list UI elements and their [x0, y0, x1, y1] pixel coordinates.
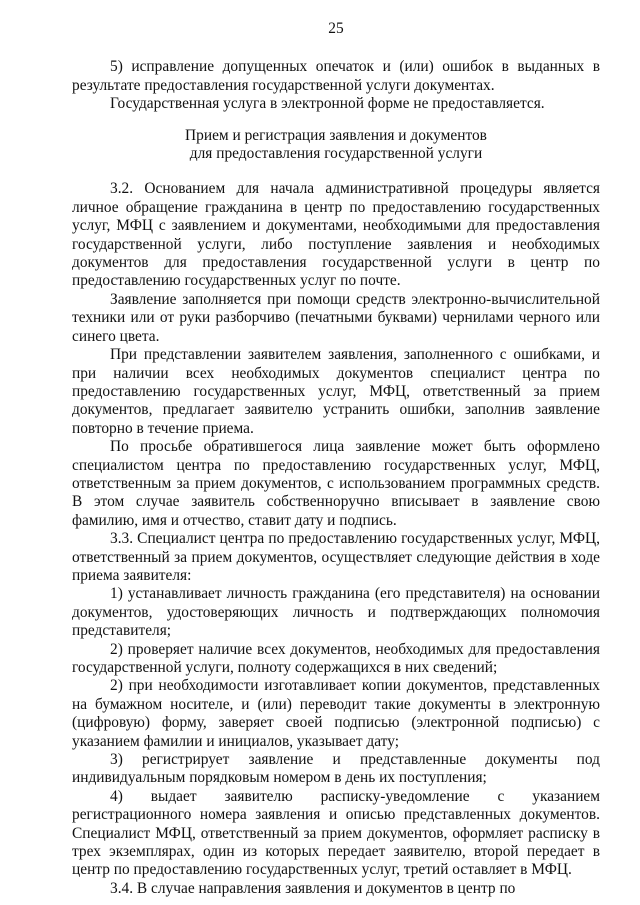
intro-paragraph-1: 5) исправление допущенных опечаток и (или) ошибок в выданных в результате предоставления государственной услуги документах.	[72, 58, 600, 94]
intro-paragraph-2: Государственная услуга в электронной форме не предоставляется.	[110, 95, 545, 113]
list-item-2-check: 2) проверяет наличие всех документов, необходимых для предоставления государственной услуги, полноту содержащихся в них сведений;	[72, 640, 600, 676]
section-heading-line-1: Прием и регистрация заявления и документов	[185, 126, 487, 144]
list-item-3: 3) регистрирует заявление и представленные документы под индивидуальным порядковым номером в день их поступления;	[72, 751, 600, 787]
paragraph-3-2: 3.2. Основанием для начала административной процедуры является личное обращение гражданина в центр по предоставлению государственных услуг, МФЦ с заявлением и документами, необходимыми для предоставления государственной услуги, либо поступление заявления и необходимых документов для предоставления государственной услуги в центр по предоставлению государственных услуг по почте.	[72, 180, 600, 290]
page-number: 25	[328, 20, 344, 37]
section-heading	[72, 127, 600, 164]
section-heading-line-2: для предоставления государственной услуги	[189, 145, 483, 163]
list-item-1: 1) устанавливает личность гражданина (его представителя) на основании документов, удостоверяющих личность и подтверждающих полномочия представителя;	[72, 585, 600, 640]
list-item-2-copies: 2) при необходимости изготавливает копии документов, представленных на бумажном носителе, и (или) переводит такие документы в электронную (цифровую) форму, заверяет своей подписью (электронной подписью) с указанием фамилии и инициалов, указывает дату;	[72, 677, 600, 750]
paragraph-3-3: 3.3. Специалист центра по предоставлению государственных услуг, МФЦ, ответственный за прием документов, осуществляет следующие действия в ходе приема заявителя:	[72, 530, 600, 584]
paragraph-errors: При представлении заявителем заявления, заполненного с ошибками, и при наличии всех необходимых документов специалист центра по предоставлению государственных услуг, МФЦ, ответственный за прием документов, предлагает заявителю устранить ошибки, заполнив заявление повторно в течение приема.	[72, 346, 600, 437]
paragraph-3-4: 3.4. В случае направления заявления и документов в центр по	[110, 879, 516, 897]
list-item-4: 4) выдает заявителю расписку-уведомление с указанием регистрационного номера заявления и описью представленных документов. Специалист МФЦ, ответственный за прием документов, оформляет расписку в трех экземплярах, один из которых передает заявителю, второй передает в центр по предоставлению государственных услуг, третий оставляет в МФЦ.	[72, 787, 600, 879]
paragraph-form-filling: Заявление заполняется при помощи средств электронно-вычислительной техники или от руки разборчиво (печатными буквами) чернилами черного или синего цвета.	[72, 290, 600, 345]
paragraph-specialist-filling: По просьбе обратившегося лица заявление может быть оформлено специалистом центра по предоставлению государственных услуг, МФЦ, ответственным за прием документов, с использованием программных средств. В этом случае заявитель собственноручно вписывает в заявление свою фамилию, имя и отчество, ставит дату и подпись.	[72, 438, 600, 529]
